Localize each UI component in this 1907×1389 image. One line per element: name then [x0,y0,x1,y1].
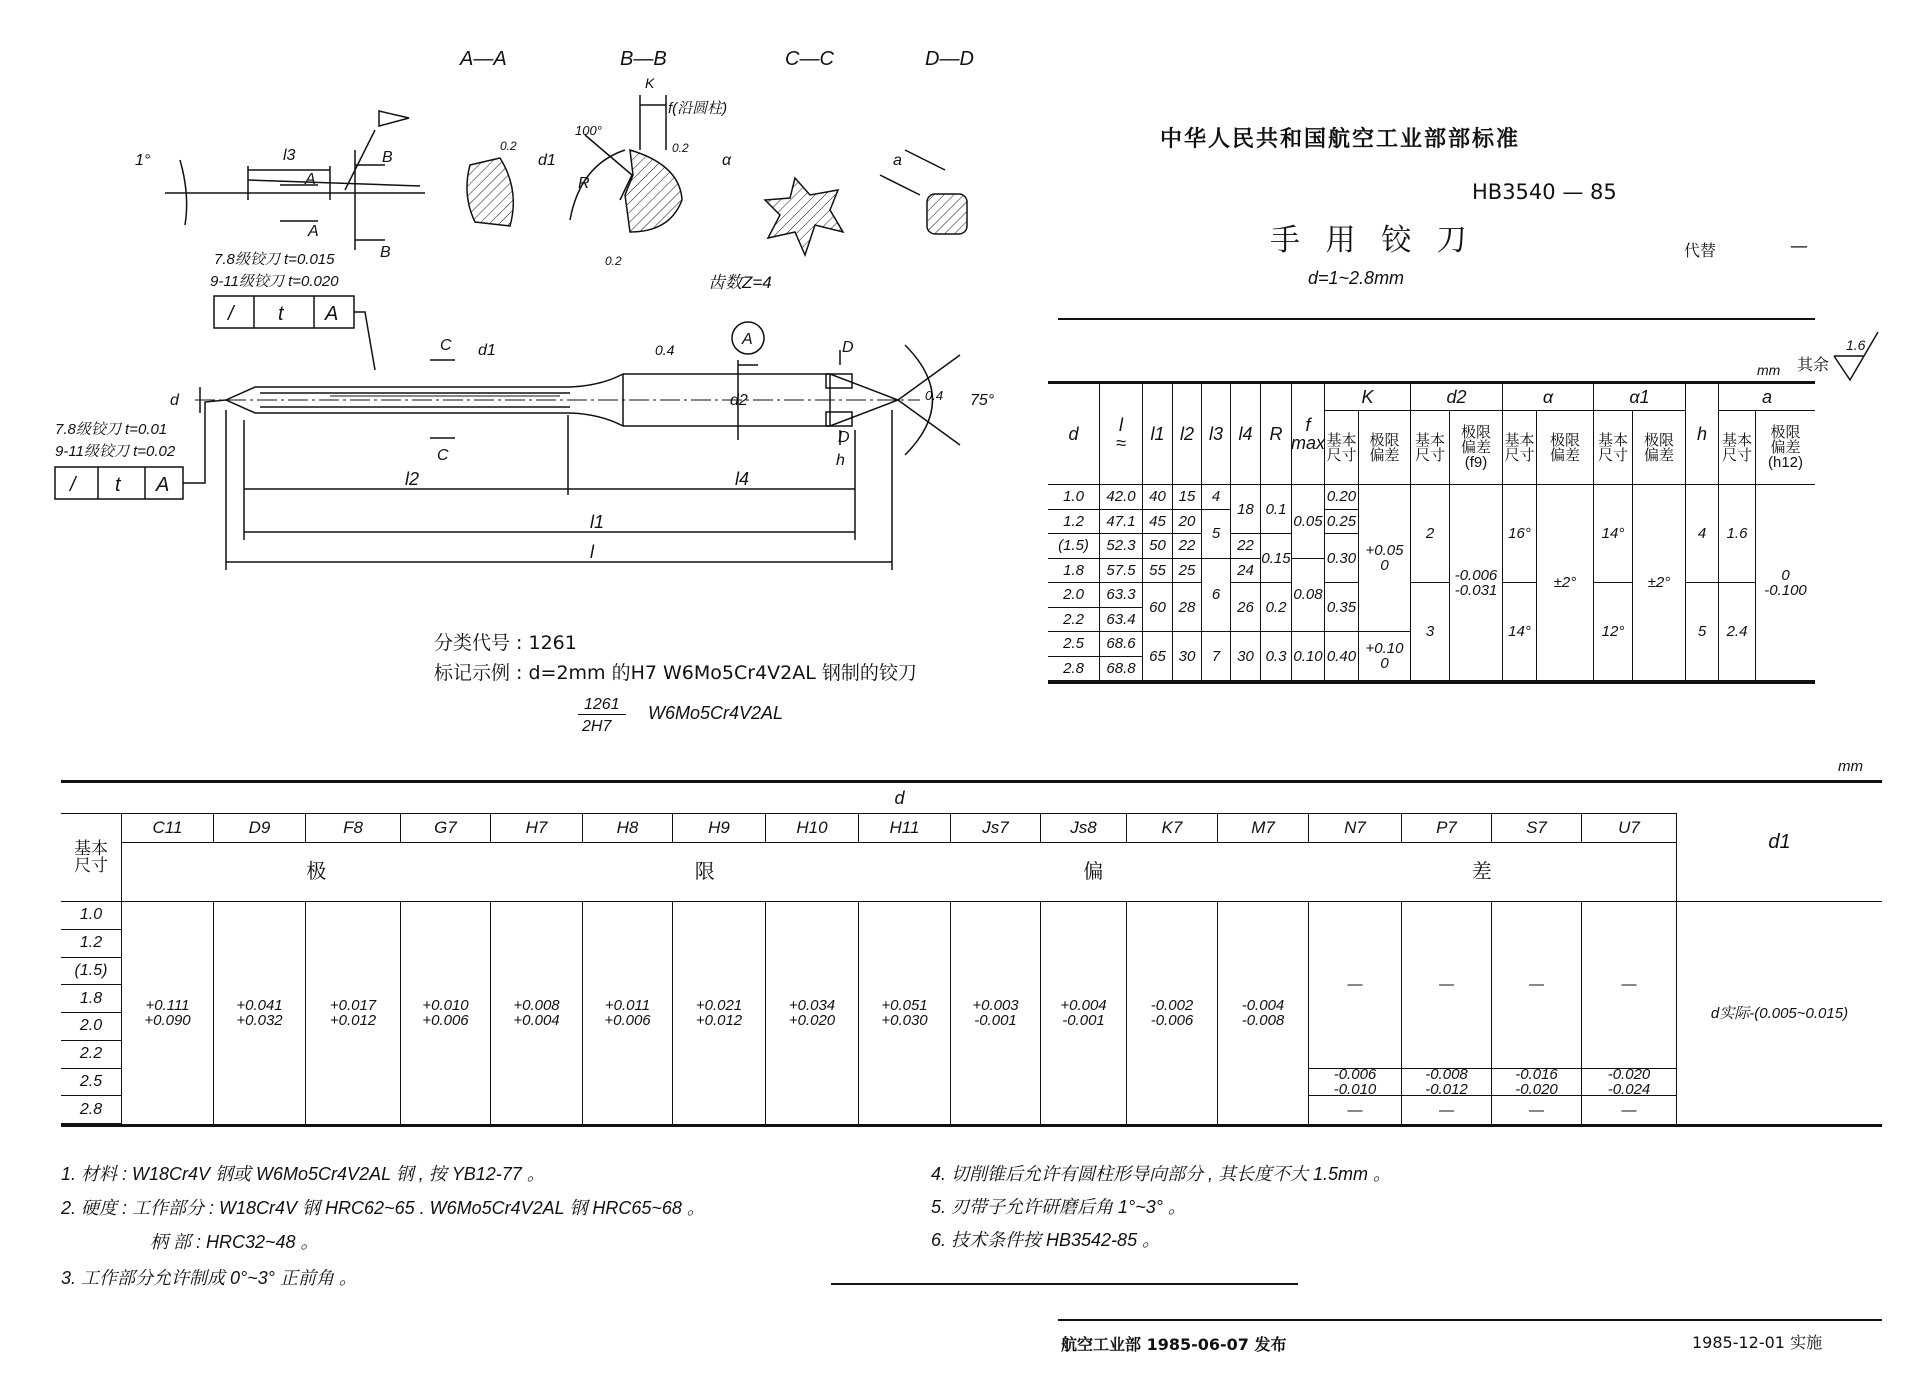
tolerance-cell: -0.016 -0.020 [1492,1069,1582,1097]
row-size-cell: 2.5 [61,1069,122,1097]
note-2: 2. 硬度 : 工作部分 : W18Cr4V 钢 HRC62~65 . W6Mo5Cr4V2AL 钢 HRC65~68 。 [61,1198,705,1218]
standard-number: HB3540 — 85 [1472,180,1617,204]
d-marker-top: D [842,339,854,356]
header-basic-size: 基本 尺寸 [1411,411,1450,485]
tol-frame-1-runout: / [228,303,234,325]
replaces-value: — [1790,236,1808,257]
header-d: d [1048,383,1100,485]
table-cell: 63.4 [1100,608,1143,633]
table-cell: 40 [1143,485,1173,510]
table-cell: 0.30 [1325,534,1359,583]
table-cell: 4 [1686,485,1719,583]
table-cell: 5 [1686,583,1719,681]
header-group-d2: d2 [1411,383,1503,411]
classification-code: 分类代号 : 1261 [434,632,577,654]
table-cell: 16° [1503,485,1537,583]
row-size-cell: 1.8 [1048,559,1100,584]
table-cell: 0.10 [1292,632,1325,681]
l3-label: l3 [283,147,296,164]
header-divider [1058,318,1815,320]
h-label: h [836,452,845,469]
tolerance-cell: +0.051 +0.030 [859,902,951,1124]
header-l4: l4 [1231,383,1261,485]
fraction-top: 1261 [578,696,626,715]
roughness-label: 其余 [1797,355,1830,374]
header-r: R [1261,383,1292,485]
r-label: R [578,175,590,192]
table-cell: 0.05 [1292,485,1325,559]
header-l2: l2 [1173,383,1202,485]
header-d1: d1 [1677,782,1882,902]
d1-label-section: d1 [538,152,556,169]
table-cell: 47.1 [1100,510,1143,535]
roughness-value: 1.6 [1846,337,1866,353]
angle-75-label: 75° [970,392,995,409]
header-grade-s7: S7 [1492,813,1582,843]
table-cell: 0.15 [1261,534,1292,583]
row-size-cell: 2.2 [1048,608,1100,633]
c-marker-top: C [440,337,452,354]
row-size-cell: 2.5 [1048,632,1100,657]
table-cell: 12° [1594,583,1633,681]
header-l: l ≈ [1100,383,1143,485]
alpha-label: α [722,152,732,169]
tolerance-cell: — [1492,1096,1582,1124]
header-deviation: 极限 偏差 [1359,411,1411,485]
table-cell: 7 [1202,632,1231,681]
tolerance-cell: — [1582,1096,1677,1124]
table-cell: 20 [1173,510,1202,535]
header-grade-n7: N7 [1309,813,1402,843]
table-cell: 1.6 [1719,485,1756,583]
tolerance-cell: +0.010 +0.006 [401,902,491,1124]
issued-date: 航空工业部 1985-06-07 发布 [1061,1335,1287,1354]
l4-label: l4 [735,469,750,489]
header-basic-size: 基本 尺寸 [1503,411,1537,485]
deviation-char: 差 [1471,861,1492,883]
row-size-cell: 2.8 [1048,657,1100,682]
d1-formula-cell: d实际-(0.005~0.015) [1710,1004,1849,1022]
table-cell: 0.20 [1325,485,1359,510]
header-grade-h11: H11 [859,813,951,843]
tol-frame-1-line2: 9-11级铰刀 t=0.020 [210,273,339,290]
tolerance-cell: -0.002 -0.006 [1127,902,1218,1124]
a-marker-top: A [305,171,316,188]
tolerance-cell: — [1402,902,1492,1069]
k-label: K [645,75,655,91]
table-cell: +0.10 0 [1359,632,1411,681]
b-marker-top: B [382,149,393,166]
table-cell: 68.6 [1100,632,1143,657]
table-cell: 5 [1202,510,1231,559]
roughness-04-b: 0.4 [925,388,944,403]
table-cell: 60 [1143,583,1173,632]
tolerance-cell: +0.021 +0.012 [673,902,766,1124]
l1-label: l1 [590,512,605,532]
row-size-cell: 2.0 [1048,583,1100,608]
table-cell: ±2° [1633,485,1686,681]
tol-frame-1-line1: 7.8级铰刀 t=0.015 [214,251,335,268]
table-cell: 0.08 [1292,559,1325,633]
replaces-label: 代替 [1684,241,1717,260]
header-group-k: K [1325,383,1411,411]
table-cell: 0.40 [1325,632,1359,681]
row-size-cell: (1.5) [1048,534,1100,559]
table-cell: 26 [1231,583,1261,632]
table-cell: 14° [1503,583,1537,681]
table-cell: 24 [1231,559,1261,584]
tolerance-cell: -0.006 -0.010 [1309,1069,1402,1097]
tolerance-cell: — [1309,1096,1402,1124]
header-grade-m7: M7 [1218,813,1309,843]
table-cell: 6 [1202,559,1231,633]
header-grade-g7: G7 [401,813,491,843]
tolerance-cell: +0.008 +0.004 [491,902,583,1124]
deviation-char: 偏 [1083,861,1104,883]
header-deviation: 极限 偏差 [1537,411,1594,485]
table-cell: 52.3 [1100,534,1143,559]
table-cell: 0.2 [1261,583,1292,632]
header-basic-size: 基本 尺寸 [61,813,122,902]
row-size-cell: 1.8 [61,985,122,1013]
table-cell: 68.8 [1100,657,1143,682]
table-cell: 22 [1231,534,1261,559]
note-5: 5. 刃带子允许研磨后角 1°~3° 。 [931,1197,1186,1217]
a-width-label: a [893,152,902,169]
deviation-char: 极 [306,861,327,883]
table-cell: 63.3 [1100,583,1143,608]
header-group-a: a [1719,383,1815,411]
note-1: 1. 材料 : W18Cr4V 钢或 W6Mo5Cr4V2AL 钢 , 按 YB12-77 。 [61,1164,545,1184]
table-cell: 3 [1411,583,1450,681]
tol-frame-2-line1: 7.8级铰刀 t=0.01 [55,421,168,438]
fraction-material: W6Mo5Cr4V2AL [648,703,784,723]
header-h: h [1686,383,1719,485]
row-size-cell: (1.5) [61,958,122,986]
table-cell: 28 [1173,583,1202,632]
diameter-range: d=1~2.8mm [1308,268,1405,288]
table-cell: 18 [1231,485,1261,534]
angle-100-label: 100° [575,123,602,138]
d1-label: d1 [478,342,496,359]
a-marker-bottom: A [308,223,319,240]
roughness-02-c: 0.2 [605,254,622,268]
tol-frame-1-t: t [278,303,284,325]
tolerance-cell: — [1582,902,1677,1069]
tol-frame-2-t: t [115,474,121,496]
note-4: 4. 切削锥后允许有圆柱形导向部分 , 其长度不大 1.5mm 。 [931,1164,1392,1184]
c-marker-bottom: C [437,447,449,464]
header-grade-u7: U7 [1582,813,1677,843]
tolerance-cell: -0.004 -0.008 [1218,902,1309,1124]
table-cell: 45 [1143,510,1173,535]
b-marker-bottom: B [380,244,391,261]
header-grade-c11: C11 [122,813,214,843]
header-divider [61,813,1677,814]
roughness-02-a: 0.2 [500,139,517,153]
table-cell: 25 [1173,559,1202,584]
notes-end-line [831,1283,1298,1285]
tol-frame-2-line2: 9-11级铰刀 t=0.02 [55,443,176,460]
datum-a-circle: A [742,331,753,348]
header-f: f max [1292,383,1325,485]
l-label: l [590,542,594,562]
table-cell: 30 [1231,632,1261,681]
row-size-cell: 2.0 [61,1013,122,1041]
tol-frame-2-runout: / [70,474,76,496]
footer-line [1058,1319,1882,1321]
tol-frame-1-datum: A [325,303,339,325]
table-cell: +0.05 0 [1359,485,1411,632]
header-basic-size: 基本 尺寸 [1719,411,1756,485]
effective-date: 1985-12-01 实施 [1692,1333,1823,1352]
header-deviation: 极限 偏差 (h12) [1756,411,1815,485]
table-cell: 15 [1173,485,1202,510]
header-l3: l3 [1202,383,1231,485]
f-label: f(沿圆柱) [668,100,728,117]
roughness-04-a: 0.4 [655,342,675,358]
section-label-cc: C—C [785,48,834,70]
header-grade-h10: H10 [766,813,859,843]
section-label-dd: D—D [925,48,974,70]
header-l1: l1 [1143,383,1173,485]
table-cell: 0.35 [1325,583,1359,632]
header-grade-f8: F8 [306,813,401,843]
table-cell: -0.006 -0.031 [1450,485,1503,681]
row-size-cell: 1.0 [1048,485,1100,510]
upper-unit: mm [1757,362,1781,378]
table-cell: 4 [1202,485,1231,510]
org-title: 中华人民共和国航空工业部部标准 [1160,127,1521,152]
header-basic-size: 基本 尺寸 [1325,411,1359,485]
header-grade-d9: D9 [214,813,306,843]
section-label-bb: B—B [620,48,667,70]
tolerance-cell: +0.017 +0.012 [306,902,401,1124]
row-size-cell: 1.2 [61,930,122,958]
table-cell: ±2° [1537,485,1594,681]
header-grade-h9: H9 [673,813,766,843]
d-marker-bottom: D [838,429,850,446]
tolerance-cell: — [1309,902,1402,1069]
table-cell: 57.5 [1100,559,1143,584]
d-label: d [170,392,179,409]
fraction-bottom: 2H7 [582,718,612,735]
header-deviation: 极限 偏差 [1633,411,1686,485]
table-cell: 14° [1594,485,1633,583]
note-6: 6. 技术条件按 HB3542-85 。 [931,1230,1161,1250]
header-grade-h7: H7 [491,813,583,843]
teeth-count-label: 齿数Z=4 [708,273,772,292]
tolerance-cell: -0.020 -0.024 [1582,1069,1677,1097]
tolerance-cell: -0.008 -0.012 [1402,1069,1492,1097]
row-size-cell: 2.8 [61,1096,122,1124]
tolerance-cell: +0.041 +0.032 [214,902,306,1124]
header-grade-k7: K7 [1127,813,1218,843]
upper-table-bottom-border [1048,681,1815,684]
upper-table-top-border [1048,381,1815,384]
document-title: 手 用 铰 刀 [1270,223,1475,258]
table-cell: 22 [1173,534,1202,559]
table-cell: 55 [1143,559,1173,584]
table-cell: 0.3 [1261,632,1292,681]
section-label-aa: A—A [460,48,507,70]
header-grade-h8: H8 [583,813,673,843]
header-basic-size: 基本 尺寸 [1594,411,1633,485]
lower-table-top-border [61,780,1882,783]
tolerance-cell: — [1402,1096,1492,1124]
row-size-cell: 1.2 [1048,510,1100,535]
header-limit-deviation [122,843,1677,902]
header-deviation: 极限 偏差 (f9) [1450,411,1503,485]
table-cell: 0.1 [1261,485,1292,534]
header-group-alpha1: α1 [1594,383,1686,411]
row-size-cell: 1.0 [61,902,122,930]
d2-label: d2 [730,392,748,409]
angle-1-label: 1° [135,152,151,169]
tolerance-cell: +0.003 -0.001 [951,902,1041,1124]
l2-label: l2 [405,469,420,489]
tolerance-cell: +0.111 +0.090 [122,902,214,1124]
tolerance-cell: +0.011 +0.006 [583,902,673,1124]
deviation-char: 限 [694,861,715,883]
tolerance-cell: — [1492,902,1582,1069]
lower-table-bottom-border [61,1124,1882,1127]
header-grade-js7: Js7 [951,813,1041,843]
table-cell: 50 [1143,534,1173,559]
header-grade-p7: P7 [1402,813,1492,843]
roughness-symbol-icon [1832,330,1882,385]
lower-unit: mm [1838,758,1863,775]
header-d: d [894,787,905,808]
table-cell: 2 [1411,485,1450,583]
table-cell: 30 [1173,632,1202,681]
header-grade-js8: Js8 [1041,813,1127,843]
table-cell: 65 [1143,632,1173,681]
table-cell: 2.4 [1719,583,1756,681]
tol-frame-2-datum: A [156,474,170,496]
header-group-alpha: α [1503,383,1594,411]
note-3: 3. 工作部分允许制成 0°~3° 正前角 。 [61,1268,357,1288]
roughness-02-b: 0.2 [672,141,689,155]
table-cell: 0 -0.100 [1756,485,1815,681]
table-cell: 42.0 [1100,485,1143,510]
tolerance-cell: +0.004 -0.001 [1041,902,1127,1124]
row-size-cell: 2.2 [61,1041,122,1069]
tolerance-cell: +0.034 +0.020 [766,902,859,1124]
note-2-shank: 柄 部 : HRC32~48 。 [150,1232,319,1252]
reamer-drawing [0,0,1060,600]
marking-example: 标记示例 : d=2mm 的H7 W6Mo5Cr4V2AL 钢制的铰刀 [434,662,917,684]
table-cell: 0.25 [1325,510,1359,535]
